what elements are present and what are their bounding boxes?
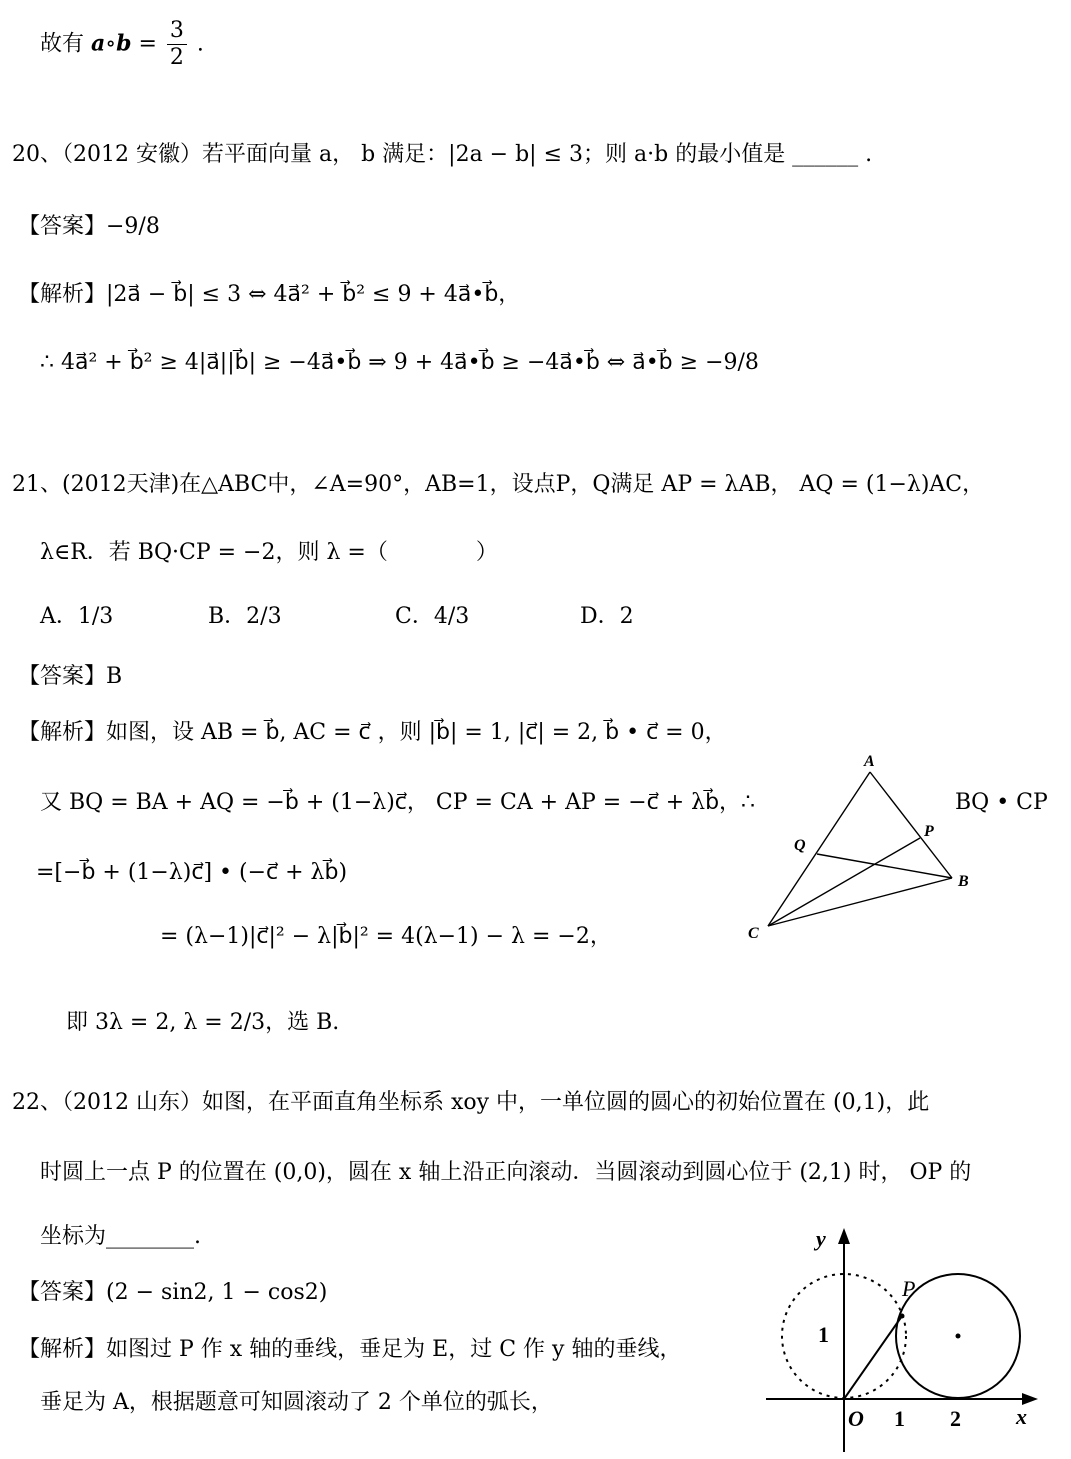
q22-circle-figure <box>762 1224 1052 1454</box>
q21-solution-2: 又 BQ = BA + AQ = −b⃗ + (1−λ)c⃗， CP = CA + AP = −c⃗ + λb⃗，∴ <box>40 790 756 815</box>
q22-solution-1: 【解析】如图过 P 作 x 轴的垂线，垂足为 E，过 C 作 y 轴的垂线， <box>18 1337 682 1362</box>
q20-answer: 【答案】−9/8 <box>18 214 160 239</box>
q21-question-line2: λ∈R．若 BQ·CP = −2，则 λ =（ ） <box>40 540 498 565</box>
fig22-label-one-x: 1 <box>894 1406 905 1431</box>
q21-option-c: C．4/3 <box>395 604 470 629</box>
fig21-label-Q: Q <box>794 837 806 854</box>
fig22-label-P: P <box>902 1276 916 1301</box>
q21-question-line1: 21、(2012天津)在△ABC中，∠A=90°，AB=1，设点P，Q满足 AP = λAB， AQ = (1−λ)AC， <box>12 472 985 497</box>
q22-question-line2: 时圆上一点 P 的位置在 (0,0)，圆在 x 轴上沿正向滚动．当圆滚动到圆心位于 (2,1) 时， OP 的 <box>40 1160 972 1185</box>
q21-solution-4: = (λ−1)|c⃗|² − λ|b⃗|² = 4(λ−1) − λ = −2， <box>160 924 612 949</box>
fig21-label-B: B <box>958 873 969 890</box>
fig21-label-C: C <box>748 925 759 942</box>
q21-solution-2-right: BQ • CP <box>955 790 1048 815</box>
q20-solution-2: ∴ 4a⃗² + b⃗² ≥ 4|a⃗||b⃗| ≥ −4a⃗•b⃗ ⇒ 9 + 4a⃗•b⃗ ≥ −4a⃗•b⃗ ⇔ a⃗•b⃗ ≥ −9/8 <box>40 350 759 375</box>
fig22-label-one-y: 1 <box>818 1322 829 1347</box>
fig21-label-P: P <box>924 823 934 840</box>
fig22-label-y: y <box>816 1226 826 1251</box>
q20-solution-1: 【解析】|2a⃗ − b⃗| ≤ 3 ⇔ 4a⃗² + b⃗² ≤ 9 + 4a⃗•b⃗， <box>18 282 521 307</box>
q21-option-d: D．2 <box>580 604 634 629</box>
q22-question-line1: 22、（2012 山东）如图，在平面直角坐标系 xoy 中，一单位圆的圆心的初始位置在 (0,1)，此 <box>12 1090 930 1115</box>
q21-solution-1: 【解析】如图，设 AB = b⃗, AC = c⃗ ，则 |b⃗| = 1, |c⃗| = 2, b⃗ • c⃗ = 0， <box>18 720 727 745</box>
q22-question-line3: 坐标为________. <box>40 1224 201 1249</box>
fig22-label-O: O <box>848 1406 864 1431</box>
q20-question: 20、（2012 安徽）若平面向量 a， b 满足：|2a − b| ≤ 3；则 a·b 的最小值是 ______ . <box>12 142 873 167</box>
top-line: 故有 a∘b = $\frac{3}{2}$ . <box>40 18 204 70</box>
q21-solution-5: 即 3λ = 2, λ = 2/3，选 B. <box>66 1010 340 1035</box>
fig22-label-x: x <box>1016 1404 1027 1429</box>
q22-solution-2: 垂足为 A，根据题意可知圆滚动了 2 个单位的弧长， <box>40 1390 553 1415</box>
q21-option-a: A．1/3 <box>40 604 114 629</box>
q21-triangle-figure <box>740 748 980 948</box>
fig21-label-A: A <box>864 753 875 770</box>
q21-solution-3: =[−b⃗ + (1−λ)c⃗] • (−c⃗ + λb⃗) <box>36 860 348 885</box>
fig22-label-two-x: 2 <box>950 1406 961 1431</box>
q21-answer: 【答案】B <box>18 664 123 689</box>
q22-answer: 【答案】(2 − sin2, 1 − cos2) <box>18 1280 328 1305</box>
q21-option-b: B．2/3 <box>208 604 282 629</box>
